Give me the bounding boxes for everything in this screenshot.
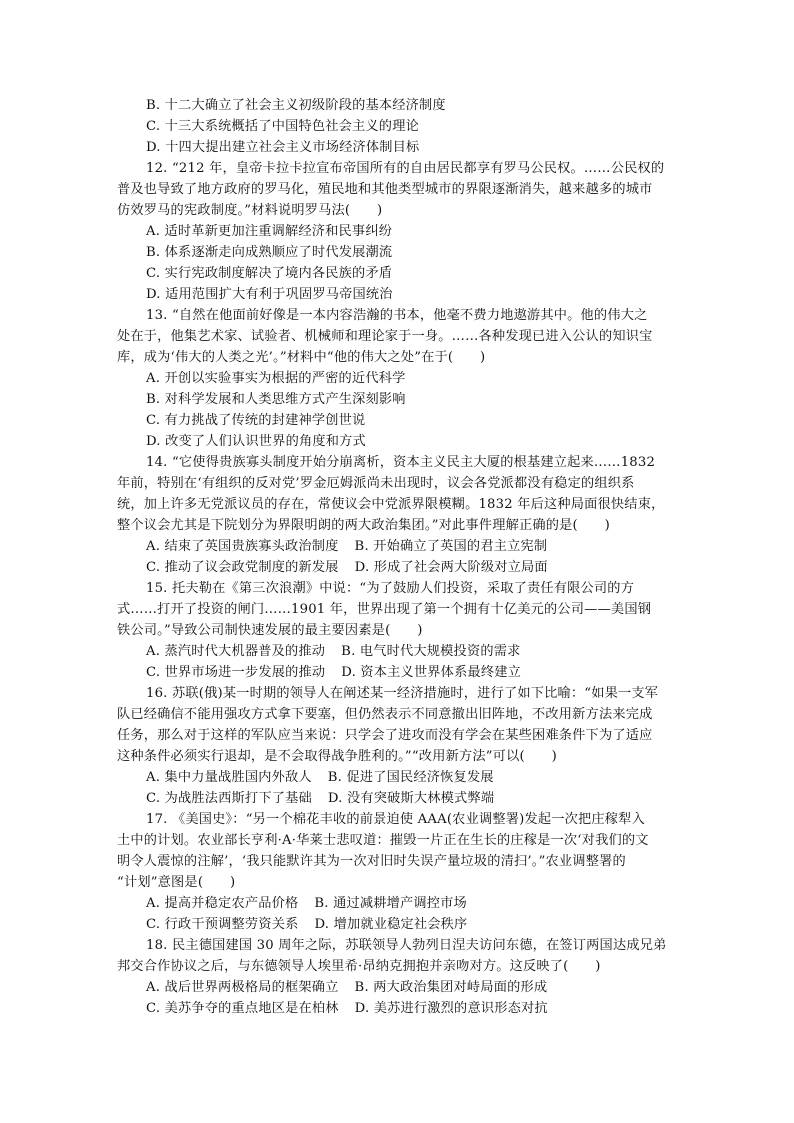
q17-options-row [146,915,467,935]
q15-stem-line: 铁公司。”导致公司制快速发展的最主要因素是( ) [117,623,423,638]
q15-options-row [146,642,521,662]
q16-stem-line: 任务，那么对于这样的军队应当来说：只学会了进攻而没有学会在某些困难条件下为了适应 [117,728,653,743]
q14-options-row [146,558,548,578]
q16-stem-line: 16. 苏联(俄)某一时期的领导人在阐述某一经济措施时，进行了如下比喻：“如果一支军 [146,686,659,701]
q18-options-row [146,999,548,1019]
q13-option-b: B. 对科学发展和人类思维方式产生深刻影响 [146,392,406,407]
q14-stem-line: 年前，特别在‘有组织的反对党’罗金厄姆派尚未出现时，议会各党派都没有稳定的组织系 [117,476,635,491]
q14-options-row [146,537,547,557]
q16-option-a: A. 集中力量战胜国内外敌人 [146,770,312,785]
q12-option-d: D. 适用范围扩大有利于巩固罗马帝国统治 [146,287,393,302]
q16-options-row [146,789,494,809]
q18-stem-line: 邦交合作协议之后，与东德领导人埃里希·昂纳克拥抱并亲吻对方。这反映了( ) [117,959,601,974]
q16-stem-line: 这种条件必须实行退却，是不会取得战争胜利的。”“改用新方法”可以( ) [117,749,557,764]
q12-stem-line: 普及也导致了地方政府的罗马化，殖民地和其他类型城市的界限逐渐消失，越来越多的城市 [117,182,653,197]
q16-option-b: B. 促进了国民经济恢复发展 [327,770,494,785]
q16-stem-line: 队已经确信不能用强攻方式拿下要塞，但仍然表示不同意撤出旧阵地，不改用新方法来完成 [117,707,653,722]
q17-option-d: D. 增加就业稳定社会秩序 [314,917,468,932]
q14-stem-line: 整个议会尤其是下院划分为界限明朗的两大政治集团。”对此事件理解正确的是( ) [117,518,610,533]
q14-stem-line: 统，加上许多无党派议员的存在，常使议会中党派界限模糊。1832 年后这种局面很快结束， [117,497,665,512]
q15-option-c: C. 世界市场进一步发展的推动 [146,665,326,680]
q13-option-c: C. 有力挑战了传统的封建神学创世说 [146,413,366,428]
q18-stem-line: 18. 民主德国建国 30 周年之际，苏联领导人勃列日涅夫访问东德，在签订两国达成兄弟 [146,938,667,953]
q15-option-b: B. 电气时代大规模投资的需求 [341,644,521,659]
q17-stem-line: 17. 《美国史》：“另一个棉花丰收的前景迫使 AAA(农业调整署)发起一次把庄稼犁入 [146,812,645,827]
q13-option-d: D. 改变了人们认识世界的角度和方式 [146,434,366,449]
q13-stem-line: 13. “自然在他面前好像是一本内容浩瀚的书本，他毫不费力地遨游其中。他的伟大之 [146,308,648,323]
q16-option-c: C. 为战胜法西斯打下了基础 [146,791,312,806]
q15-option-d: D. 资本主义世界体系最终建立 [341,665,522,680]
q12-stem-line: 仿效罗马的宪政制度。”材料说明罗马法( ) [117,203,383,218]
q14-option-c: C. 推动了议会政党制度的新发展 [146,560,339,575]
q15-stem-line: 式……打开了投资的闸门……1901 年，世界出现了第一个拥有十亿美元的公司——美国钢 [117,602,652,617]
q11-option-b: B. 十二大确立了社会主义初级阶段的基本经济制度 [146,98,446,113]
q12-stem-line: 12. “212 年，皇帝卡拉卡拉宣布帝国所有的自由居民都享有罗马公民权。……公民权的 [146,161,665,176]
q13-option-a: A. 开创以实验事实为根据的严密的近代科学 [146,371,406,386]
q14-option-a: A. 结束了英国贵族寡头政治制度 [146,539,339,554]
q14-option-b: B. 开始确立了英国的君主立宪制 [354,539,548,554]
q14-option-d: D. 形成了社会两大阶级对立局面 [354,560,548,575]
q18-option-c: C. 美苏争夺的重点地区是在柏林 [146,1001,339,1016]
q14-stem-line: 14. “它使得贵族寡头制度开始分崩离析，资本主义民主大厦的根基建立起来……1832 [146,455,656,470]
q15-option-a: A. 蒸汽时代大机器普及的推动 [146,644,326,659]
q16-option-d: D. 没有突破斯大林模式弊端 [327,791,495,806]
q13-stem-line: 库，成为‘伟大的人类之光’。”材料中“他的伟大之处”在于( ) [117,350,486,365]
q17-stem-line: 土中的计划。农业部长亨利·A·华莱士悲叹道：摧毁一片正在生长的庄稼是一次‘对我们的文 [117,833,649,848]
q17-option-b: B. 通过减耕增产调控市场 [314,896,467,911]
q12-option-c: C. 实行宪政制度解决了境内各民族的矛盾 [146,266,393,281]
q15-stem-line: 15. 托夫勒在《第三次浪潮》中说：“为了鼓励人们投资，采取了责任有限公司的方 [146,581,635,596]
q17-stem-line: 明令人震惊的注解’，‘我只能默许其为一次对旧时失误产量垃圾的清扫’。”农业调整署的 [117,854,626,869]
q11-option-c: C. 十三大系统概括了中国特色社会主义的理论 [146,119,419,134]
q12-option-b: B. 体系逐渐走向成熟顺应了时代发展潮流 [146,245,393,260]
q17-options-row [146,894,467,914]
q16-options-row [146,768,494,788]
q17-option-c: C. 行政干预调整劳资关系 [146,917,299,932]
q18-option-d: D. 美苏进行激烈的意识形态对抗 [354,1001,548,1016]
q18-options-row [146,978,547,998]
q15-options-row [146,663,521,683]
q18-option-b: B. 两大政治集团对峙局面的形成 [354,980,548,995]
q13-stem-line: 处在于，他集艺术家、试验者、机械师和理论家于一身。……各种发现已进入公认的知识宝 [117,329,653,344]
q18-option-a: A. 战后世界两极格局的框架确立 [146,980,339,995]
q11-option-d: D. 十四大提出建立社会主义市场经济体制目标 [146,140,420,155]
q12-option-a: A. 适时革新更加注重调解经济和民事纠纷 [146,224,393,239]
q17-option-a: A. 提高并稳定农产品价格 [146,896,299,911]
q17-stem-line: “计划”意图是( ) [117,875,236,890]
